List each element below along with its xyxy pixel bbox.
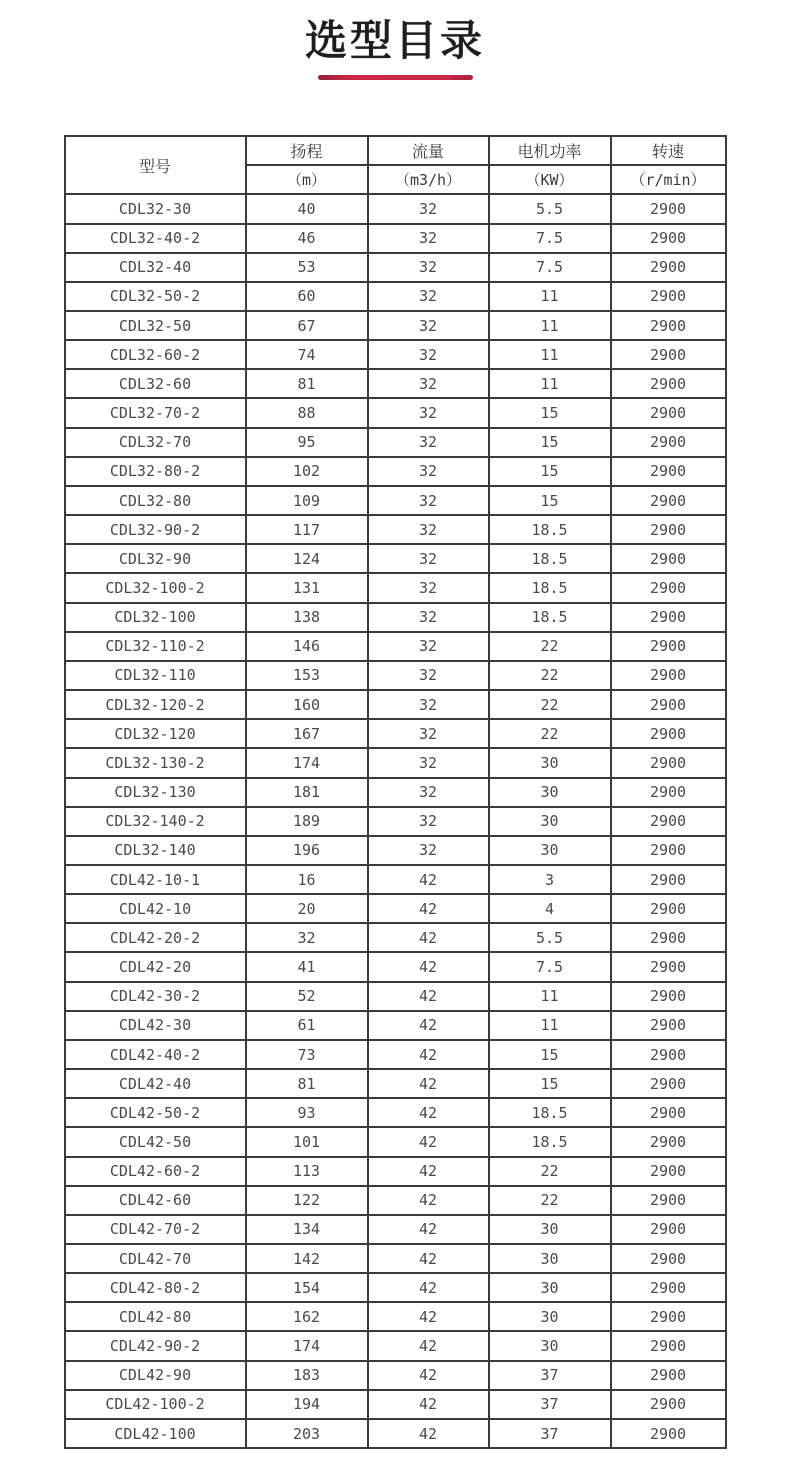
- cell-speed: 2900: [611, 1361, 726, 1390]
- cell-power: 18.5: [489, 573, 611, 602]
- cell-head: 74: [246, 340, 368, 369]
- cell-power: 30: [489, 778, 611, 807]
- table-row: [65, 603, 726, 632]
- cell-power: 11: [489, 1011, 611, 1040]
- cell-flow: 32: [368, 661, 489, 690]
- cell-head: 41: [246, 952, 368, 981]
- cell-model: CDL42-30-2: [65, 982, 246, 1011]
- cell-head: 46: [246, 224, 368, 253]
- cell-speed: 2900: [611, 457, 726, 486]
- cell-speed: 2900: [611, 428, 726, 457]
- table-row: [65, 1331, 726, 1360]
- column-unit-flow: （m3/h）: [368, 165, 489, 194]
- table-row: [65, 661, 726, 690]
- table-row: [65, 982, 726, 1011]
- cell-model: CDL42-100-2: [65, 1390, 246, 1419]
- cell-model: CDL42-20: [65, 952, 246, 981]
- cell-flow: 42: [368, 952, 489, 981]
- cell-head: 53: [246, 253, 368, 282]
- cell-power: 30: [489, 1215, 611, 1244]
- cell-speed: 2900: [611, 1215, 726, 1244]
- cell-power: 22: [489, 632, 611, 661]
- table-row: [65, 952, 726, 981]
- cell-head: 109: [246, 486, 368, 515]
- table-row: [65, 457, 726, 486]
- cell-speed: 2900: [611, 282, 726, 311]
- cell-head: 122: [246, 1186, 368, 1215]
- cell-model: CDL32-120: [65, 719, 246, 748]
- cell-speed: 2900: [611, 340, 726, 369]
- cell-power: 18.5: [489, 1127, 611, 1156]
- table-row: [65, 398, 726, 427]
- cell-model: CDL32-60: [65, 369, 246, 398]
- cell-speed: 2900: [611, 224, 726, 253]
- cell-flow: 32: [368, 778, 489, 807]
- cell-speed: 2900: [611, 515, 726, 544]
- cell-model: CDL32-40-2: [65, 224, 246, 253]
- cell-speed: 2900: [611, 836, 726, 865]
- cell-power: 30: [489, 1273, 611, 1302]
- page-title: 选型目录: [304, 17, 485, 64]
- cell-head: 16: [246, 865, 368, 894]
- cell-speed: 2900: [611, 1244, 726, 1273]
- column-header-model: 型号: [65, 136, 246, 194]
- cell-head: 81: [246, 1069, 368, 1098]
- cell-speed: 2900: [611, 748, 726, 777]
- cell-speed: 2900: [611, 573, 726, 602]
- cell-model: CDL42-50: [65, 1127, 246, 1156]
- cell-model: CDL42-80-2: [65, 1273, 246, 1302]
- cell-power: 3: [489, 865, 611, 894]
- cell-power: 30: [489, 1302, 611, 1331]
- table-row: [65, 1361, 726, 1390]
- cell-power: 30: [489, 807, 611, 836]
- table-row: [65, 282, 726, 311]
- cell-power: 30: [489, 748, 611, 777]
- cell-power: 18.5: [489, 544, 611, 573]
- cell-model: CDL32-140-2: [65, 807, 246, 836]
- cell-speed: 2900: [611, 894, 726, 923]
- cell-power: 5.5: [489, 923, 611, 952]
- table-row: [65, 1302, 726, 1331]
- cell-power: 37: [489, 1390, 611, 1419]
- cell-speed: 2900: [611, 1040, 726, 1069]
- cell-speed: 2900: [611, 952, 726, 981]
- table-row: [65, 1011, 726, 1040]
- cell-head: 181: [246, 778, 368, 807]
- cell-head: 60: [246, 282, 368, 311]
- cell-power: 11: [489, 311, 611, 340]
- table-row: [65, 1127, 726, 1156]
- cell-model: CDL32-80-2: [65, 457, 246, 486]
- table-row: [65, 1040, 726, 1069]
- table-row: [65, 836, 726, 865]
- cell-speed: 2900: [611, 603, 726, 632]
- cell-flow: 32: [368, 719, 489, 748]
- cell-speed: 2900: [611, 719, 726, 748]
- cell-model: CDL42-100: [65, 1419, 246, 1448]
- cell-model: CDL42-80: [65, 1302, 246, 1331]
- cell-head: 146: [246, 632, 368, 661]
- cell-head: 189: [246, 807, 368, 836]
- cell-speed: 2900: [611, 1127, 726, 1156]
- cell-model: CDL32-110: [65, 661, 246, 690]
- table-row: [65, 428, 726, 457]
- cell-flow: 32: [368, 836, 489, 865]
- cell-model: CDL32-120-2: [65, 690, 246, 719]
- cell-power: 4: [489, 894, 611, 923]
- cell-power: 7.5: [489, 224, 611, 253]
- table-row: [65, 778, 726, 807]
- table-header: [65, 136, 726, 194]
- cell-model: CDL32-110-2: [65, 632, 246, 661]
- column-unit-head: （m）: [246, 165, 368, 194]
- cell-head: 93: [246, 1098, 368, 1127]
- table-row: [65, 1098, 726, 1127]
- table-row: [65, 1069, 726, 1098]
- cell-model: CDL32-30: [65, 194, 246, 223]
- table-row: [65, 486, 726, 515]
- cell-power: 15: [489, 486, 611, 515]
- cell-flow: 42: [368, 1390, 489, 1419]
- column-header-speed: 转速: [611, 136, 726, 165]
- cell-model: CDL32-90-2: [65, 515, 246, 544]
- cell-model: CDL42-60: [65, 1186, 246, 1215]
- table-row: [65, 544, 726, 573]
- cell-power: 5.5: [489, 194, 611, 223]
- table-row: [65, 369, 726, 398]
- cell-model: CDL42-20-2: [65, 923, 246, 952]
- cell-flow: 32: [368, 194, 489, 223]
- cell-head: 167: [246, 719, 368, 748]
- cell-model: CDL32-70: [65, 428, 246, 457]
- cell-speed: 2900: [611, 982, 726, 1011]
- table-row: [65, 515, 726, 544]
- cell-flow: 42: [368, 865, 489, 894]
- cell-flow: 42: [368, 923, 489, 952]
- cell-flow: 42: [368, 1098, 489, 1127]
- cell-flow: 42: [368, 1127, 489, 1156]
- cell-power: 15: [489, 1069, 611, 1098]
- cell-power: 22: [489, 1186, 611, 1215]
- cell-model: CDL32-100: [65, 603, 246, 632]
- cell-head: 142: [246, 1244, 368, 1273]
- cell-speed: 2900: [611, 1302, 726, 1331]
- cell-power: 18.5: [489, 603, 611, 632]
- table-row: [65, 894, 726, 923]
- cell-head: 138: [246, 603, 368, 632]
- cell-model: CDL42-90-2: [65, 1331, 246, 1360]
- cell-model: CDL42-70-2: [65, 1215, 246, 1244]
- cell-flow: 32: [368, 807, 489, 836]
- cell-speed: 2900: [611, 544, 726, 573]
- cell-speed: 2900: [611, 398, 726, 427]
- cell-model: CDL32-100-2: [65, 573, 246, 602]
- cell-flow: 42: [368, 982, 489, 1011]
- cell-head: 174: [246, 748, 368, 777]
- cell-model: CDL42-90: [65, 1361, 246, 1390]
- table-row: [65, 1157, 726, 1186]
- cell-flow: 32: [368, 369, 489, 398]
- cell-speed: 2900: [611, 1419, 726, 1448]
- cell-flow: 42: [368, 1069, 489, 1098]
- cell-flow: 42: [368, 1361, 489, 1390]
- cell-speed: 2900: [611, 923, 726, 952]
- cell-speed: 2900: [611, 486, 726, 515]
- cell-model: CDL32-130: [65, 778, 246, 807]
- cell-flow: 32: [368, 253, 489, 282]
- cell-model: CDL42-60-2: [65, 1157, 246, 1186]
- cell-flow: 42: [368, 1244, 489, 1273]
- table-row: [65, 923, 726, 952]
- cell-flow: 32: [368, 515, 489, 544]
- column-unit-speed: （r/min）: [611, 165, 726, 194]
- cell-model: CDL32-40: [65, 253, 246, 282]
- cell-power: 18.5: [489, 1098, 611, 1127]
- cell-flow: 32: [368, 398, 489, 427]
- table-row: [65, 1273, 726, 1302]
- table-row: [65, 253, 726, 282]
- table-row: [65, 194, 726, 223]
- cell-flow: 42: [368, 1273, 489, 1302]
- cell-head: 20: [246, 894, 368, 923]
- cell-model: CDL32-50-2: [65, 282, 246, 311]
- cell-power: 30: [489, 1244, 611, 1273]
- cell-head: 160: [246, 690, 368, 719]
- cell-head: 88: [246, 398, 368, 427]
- cell-flow: 42: [368, 1040, 489, 1069]
- cell-head: 81: [246, 369, 368, 398]
- cell-power: 15: [489, 1040, 611, 1069]
- cell-flow: 32: [368, 748, 489, 777]
- table-row: [65, 573, 726, 602]
- cell-power: 30: [489, 836, 611, 865]
- cell-head: 124: [246, 544, 368, 573]
- cell-model: CDL42-40-2: [65, 1040, 246, 1069]
- cell-power: 15: [489, 457, 611, 486]
- cell-speed: 2900: [611, 1157, 726, 1186]
- selection-catalog-table: [64, 135, 727, 1449]
- cell-speed: 2900: [611, 1390, 726, 1419]
- cell-power: 7.5: [489, 952, 611, 981]
- cell-flow: 42: [368, 1157, 489, 1186]
- table-row: [65, 690, 726, 719]
- cell-flow: 32: [368, 428, 489, 457]
- cell-flow: 32: [368, 224, 489, 253]
- cell-power: 11: [489, 282, 611, 311]
- table-row: [65, 1390, 726, 1419]
- cell-power: 15: [489, 428, 611, 457]
- cell-speed: 2900: [611, 1331, 726, 1360]
- table-body: [65, 194, 726, 1448]
- cell-model: CDL32-90: [65, 544, 246, 573]
- cell-power: 18.5: [489, 515, 611, 544]
- table-row: [65, 807, 726, 836]
- cell-flow: 32: [368, 544, 489, 573]
- column-unit-power: （KW）: [489, 165, 611, 194]
- cell-head: 95: [246, 428, 368, 457]
- cell-head: 154: [246, 1273, 368, 1302]
- cell-power: 22: [489, 690, 611, 719]
- cell-model: CDL42-10: [65, 894, 246, 923]
- cell-power: 11: [489, 340, 611, 369]
- cell-power: 11: [489, 982, 611, 1011]
- cell-head: 134: [246, 1215, 368, 1244]
- table-row: [65, 748, 726, 777]
- cell-speed: 2900: [611, 632, 726, 661]
- cell-head: 102: [246, 457, 368, 486]
- cell-flow: 32: [368, 340, 489, 369]
- cell-power: 30: [489, 1331, 611, 1360]
- cell-power: 7.5: [489, 253, 611, 282]
- cell-power: 22: [489, 1157, 611, 1186]
- cell-flow: 42: [368, 894, 489, 923]
- title-underline: [318, 75, 473, 80]
- table-row: [65, 1215, 726, 1244]
- cell-speed: 2900: [611, 253, 726, 282]
- cell-speed: 2900: [611, 778, 726, 807]
- cell-speed: 2900: [611, 369, 726, 398]
- cell-power: 37: [489, 1419, 611, 1448]
- table-row: [65, 1419, 726, 1448]
- column-header-head: 扬程: [246, 136, 368, 165]
- table-row: [65, 224, 726, 253]
- cell-model: CDL32-60-2: [65, 340, 246, 369]
- cell-power: 11: [489, 369, 611, 398]
- cell-speed: 2900: [611, 690, 726, 719]
- cell-head: 67: [246, 311, 368, 340]
- cell-head: 32: [246, 923, 368, 952]
- cell-flow: 32: [368, 573, 489, 602]
- cell-speed: 2900: [611, 1186, 726, 1215]
- cell-flow: 42: [368, 1215, 489, 1244]
- table-row: [65, 340, 726, 369]
- cell-model: CDL32-70-2: [65, 398, 246, 427]
- cell-model: CDL42-70: [65, 1244, 246, 1273]
- cell-speed: 2900: [611, 194, 726, 223]
- cell-flow: 42: [368, 1302, 489, 1331]
- cell-model: CDL42-40: [65, 1069, 246, 1098]
- column-header-flow: 流量: [368, 136, 489, 165]
- cell-power: 37: [489, 1361, 611, 1390]
- cell-model: CDL32-140: [65, 836, 246, 865]
- table-row: [65, 1186, 726, 1215]
- cell-head: 117: [246, 515, 368, 544]
- cell-head: 203: [246, 1419, 368, 1448]
- cell-flow: 32: [368, 690, 489, 719]
- cell-model: CDL32-80: [65, 486, 246, 515]
- cell-flow: 32: [368, 311, 489, 340]
- table-row: [65, 719, 726, 748]
- cell-head: 40: [246, 194, 368, 223]
- page-header: [0, 16, 790, 80]
- cell-head: 113: [246, 1157, 368, 1186]
- cell-flow: 42: [368, 1186, 489, 1215]
- cell-power: 22: [489, 719, 611, 748]
- table-row: [65, 632, 726, 661]
- cell-head: 183: [246, 1361, 368, 1390]
- cell-speed: 2900: [611, 865, 726, 894]
- cell-flow: 32: [368, 486, 489, 515]
- cell-head: 73: [246, 1040, 368, 1069]
- cell-model: CDL42-30: [65, 1011, 246, 1040]
- cell-flow: 42: [368, 1331, 489, 1360]
- cell-head: 194: [246, 1390, 368, 1419]
- cell-speed: 2900: [611, 1069, 726, 1098]
- table-row: [65, 865, 726, 894]
- cell-model: CDL32-50: [65, 311, 246, 340]
- cell-power: 15: [489, 398, 611, 427]
- cell-head: 174: [246, 1331, 368, 1360]
- cell-speed: 2900: [611, 1273, 726, 1302]
- table-row: [65, 311, 726, 340]
- cell-model: CDL42-10-1: [65, 865, 246, 894]
- cell-head: 131: [246, 573, 368, 602]
- cell-head: 61: [246, 1011, 368, 1040]
- column-header-power: 电机功率: [489, 136, 611, 165]
- cell-speed: 2900: [611, 1098, 726, 1127]
- cell-speed: 2900: [611, 807, 726, 836]
- cell-head: 196: [246, 836, 368, 865]
- cell-power: 22: [489, 661, 611, 690]
- cell-head: 101: [246, 1127, 368, 1156]
- cell-model: CDL32-130-2: [65, 748, 246, 777]
- cell-speed: 2900: [611, 311, 726, 340]
- cell-flow: 32: [368, 282, 489, 311]
- table-row: [65, 1244, 726, 1273]
- cell-flow: 42: [368, 1419, 489, 1448]
- cell-head: 153: [246, 661, 368, 690]
- cell-flow: 42: [368, 1011, 489, 1040]
- cell-flow: 32: [368, 603, 489, 632]
- cell-model: CDL42-50-2: [65, 1098, 246, 1127]
- cell-head: 52: [246, 982, 368, 1011]
- cell-flow: 32: [368, 632, 489, 661]
- cell-speed: 2900: [611, 661, 726, 690]
- cell-head: 162: [246, 1302, 368, 1331]
- cell-flow: 32: [368, 457, 489, 486]
- cell-speed: 2900: [611, 1011, 726, 1040]
